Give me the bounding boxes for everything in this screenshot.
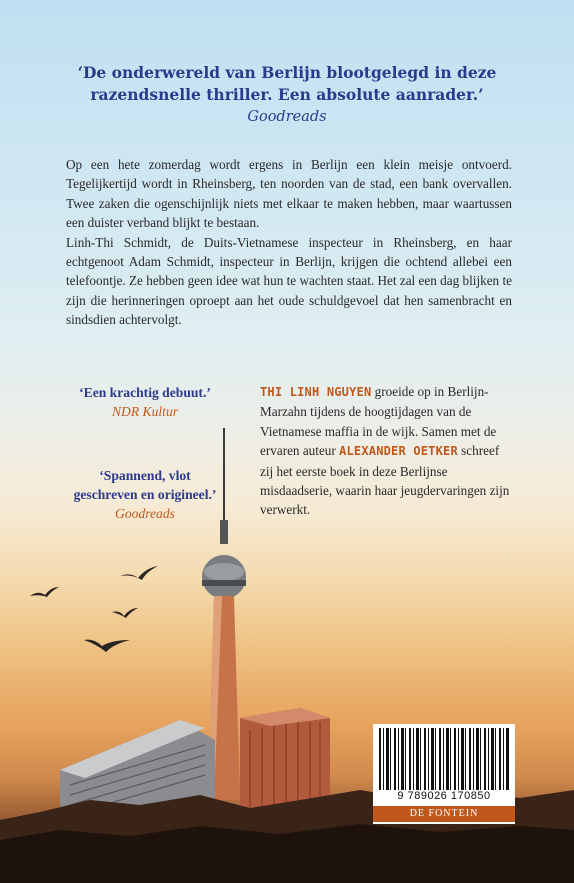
top-quote <box>60 62 514 128</box>
author-name-2: ALEXANDER OETKER <box>339 444 458 459</box>
review-quote-1 <box>70 383 220 421</box>
top-quote-line-2: razendsnelle thriller. Een absolute aanrader.’ <box>90 85 484 104</box>
top-quote-source: Goodreads <box>247 109 327 125</box>
author-bio-text-2: schreef zij het eerste boek in deze Berlijnse misdaadserie, waarin haar jeugdervaringen zijn verwerkt. <box>260 443 510 518</box>
review-quote-2 <box>70 466 220 523</box>
review-quote-2-text: ‘Spannend, vlot geschreven en origineel.’ <box>73 468 217 502</box>
review-quote-1-source: NDR Kultur <box>111 404 179 419</box>
review-quote-2-source: Goodreads <box>115 506 175 521</box>
barcode-bars <box>379 728 509 790</box>
author-bio-text-1: groeide op in Berlijn-Marzahn tijdens de hoogtijdagen van de Vietnamese maffia in de wijk. Samen met de ervaren auteur <box>260 384 497 459</box>
isbn-number: 9 789026 170850 <box>397 790 491 802</box>
birds <box>30 566 158 652</box>
synopsis-paragraph-2: Linh-Thi Schmidt, de Duits-Vietnamese inspecteur in Rheinsberg, en haar echtgenoot Adam Schmidt, inspecteur in Berlijn, krijgen die ochtend allebei een telefoontje. Ze hebben geen idee wat hun te wachten staat. Het zal een dag blijken te zijn die herinneringen oproept aan het oude schuldgevoel dat hen samenbracht en sindsdien achtervolgt. <box>66 234 512 328</box>
author-bio <box>260 382 513 520</box>
publisher-label: DE FONTEIN <box>373 806 515 822</box>
synopsis <box>66 155 512 330</box>
top-quote-line-1: ‘De onderwereld van Berlijn blootgelegd in deze <box>77 63 497 82</box>
review-quote-1-text: ‘Een krachtig debuut.’ <box>79 385 211 400</box>
barcode-block <box>373 724 515 824</box>
synopsis-paragraph-1: Op een hete zomerdag wordt ergens in Berlijn een klein meisje ontvoerd. Tegelijkertijd wordt in Rheinsberg, ten noorden van de stad, een bank overvallen. Twee zaken die ogenschijnlijk niets met elkaar te maken hebben, maar waartussen een duister verband blijkt te bestaan. <box>66 157 512 231</box>
author-name-1: THI LINH NGUYEN <box>260 385 372 399</box>
